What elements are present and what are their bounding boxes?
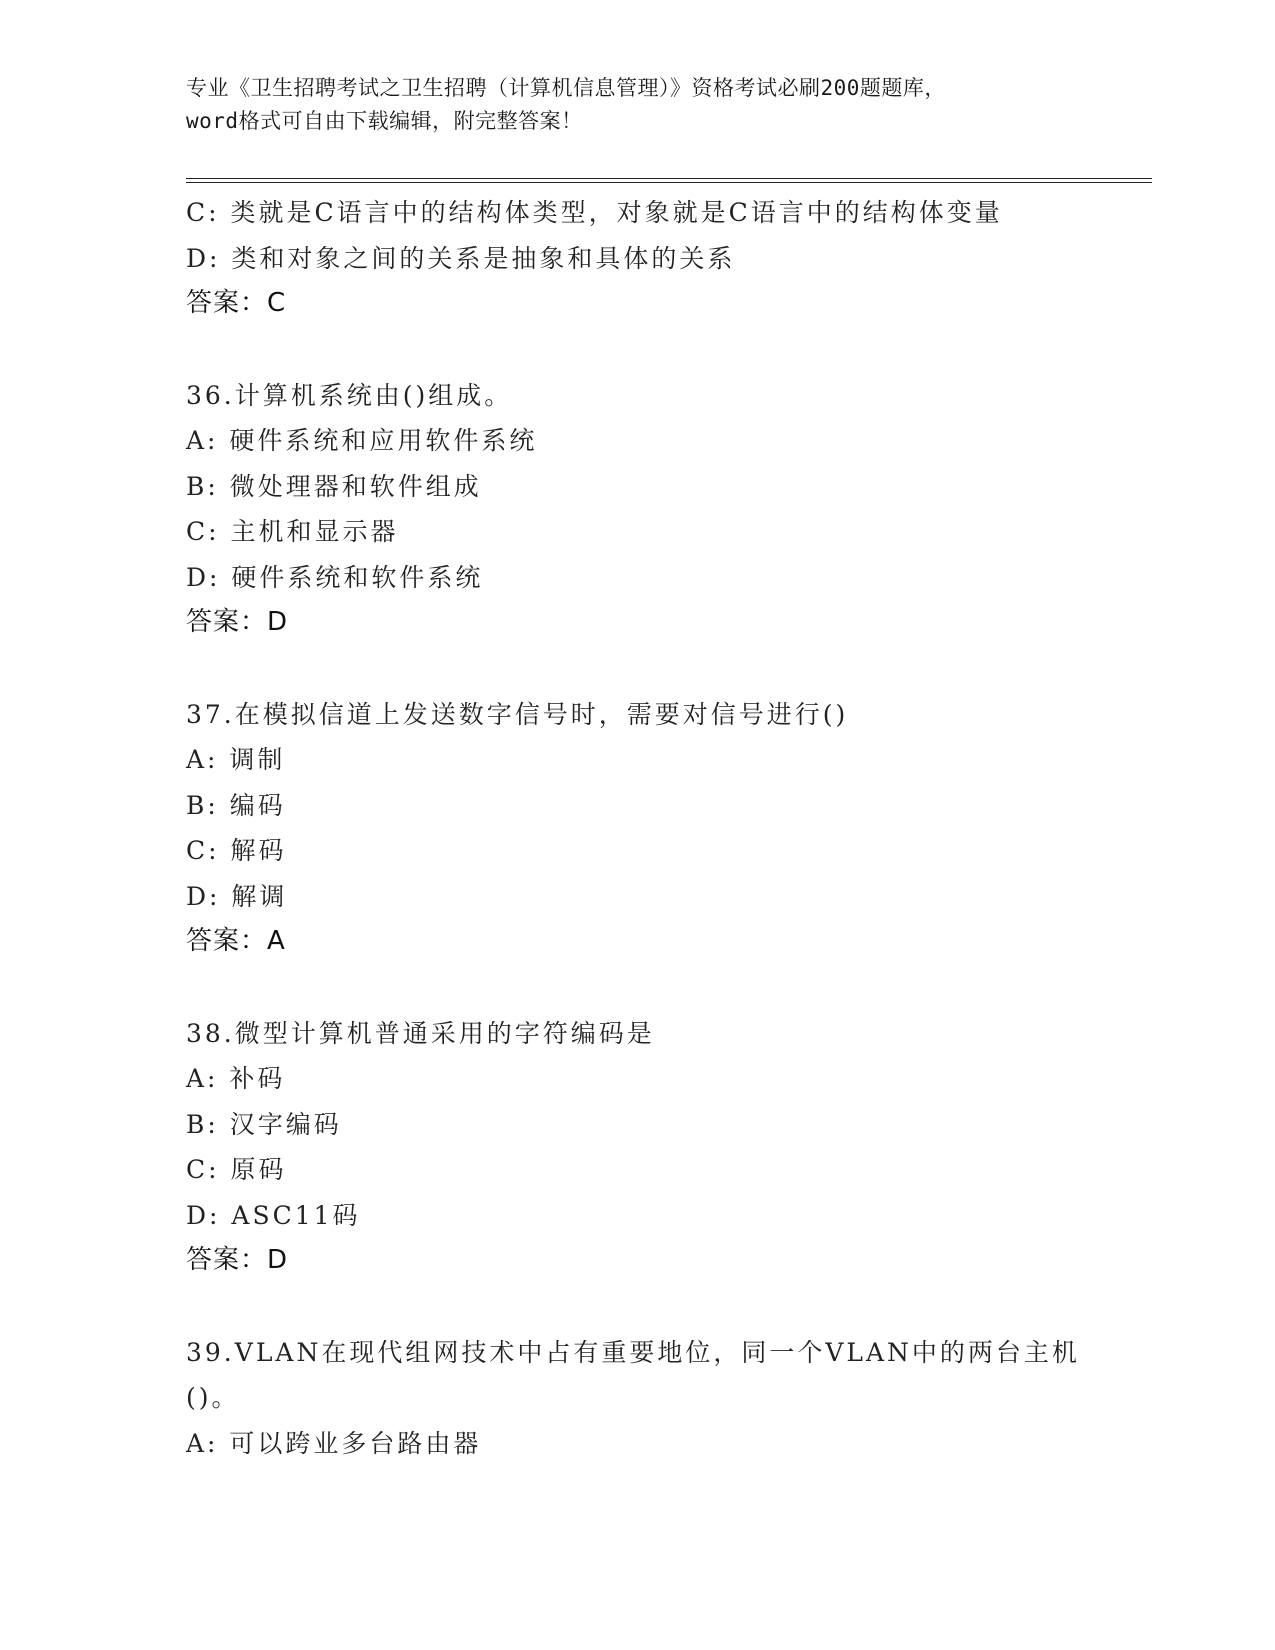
question-38-stem: 38.微型计算机普通采用的字符编码是 xyxy=(186,1018,655,1048)
document-body xyxy=(186,190,1152,1466)
question-36-answer: 答案：D xyxy=(186,607,289,637)
header-line-1: 专业《卫生招聘考试之卫生招聘（计算机信息管理）》资格考试必刷200题题库， xyxy=(186,76,946,100)
spacer xyxy=(186,646,1152,692)
spacer xyxy=(186,1284,1152,1330)
question-37-stem: 37.在模拟信道上发送数字信号时，需要对信号进行() xyxy=(186,699,849,729)
question-38-option-b: B: 汉字编码 xyxy=(186,1109,342,1139)
question-38-answer: 答案：D xyxy=(186,1245,289,1275)
prev-option-c: C: 类就是C语言中的结构体类型，对象就是C语言中的结构体变量 xyxy=(186,198,1003,227)
question-38-option-a: A: 补码 xyxy=(186,1064,286,1093)
header-divider xyxy=(186,178,1152,183)
question-37-option-c: C: 解码 xyxy=(186,836,287,865)
prev-answer: 答案：C xyxy=(186,288,287,318)
spacer xyxy=(186,965,1152,1011)
question-36-option-c: C: 主机和显示器 xyxy=(186,517,399,546)
header-line-2: word格式可自由下载编辑，附完整答案！ xyxy=(186,109,583,133)
question-39-stem-line-2: ()。 xyxy=(186,1383,240,1412)
question-36-stem: 36.计算机系统由()组成。 xyxy=(186,380,513,410)
question-37-option-b: B: 编码 xyxy=(186,790,286,820)
prev-option-d: D: 类和对象之间的关系是抽象和具体的关系 xyxy=(186,243,736,273)
question-38-option-d: D: ASC11码 xyxy=(186,1200,361,1230)
question-36-option-d: D: 硬件系统和软件系统 xyxy=(186,562,484,592)
question-37-option-d: D: 解调 xyxy=(186,881,288,911)
question-37-answer: 答案：A xyxy=(186,926,286,956)
question-36-option-a: A: 硬件系统和应用软件系统 xyxy=(186,426,538,455)
question-36-option-b: B: 微处理器和软件组成 xyxy=(186,471,482,501)
question-38-option-c: C: 原码 xyxy=(186,1155,287,1184)
question-39-stem-line-1: 39.VLAN在现代组网技术中占有重要地位，同一个VLAN中的两台主机 xyxy=(186,1337,1080,1367)
spacer xyxy=(186,327,1152,373)
question-39-option-a: A: 可以跨业多台路由器 xyxy=(186,1428,482,1458)
document-header xyxy=(186,72,1086,138)
question-37-option-a: A: 调制 xyxy=(186,745,286,774)
